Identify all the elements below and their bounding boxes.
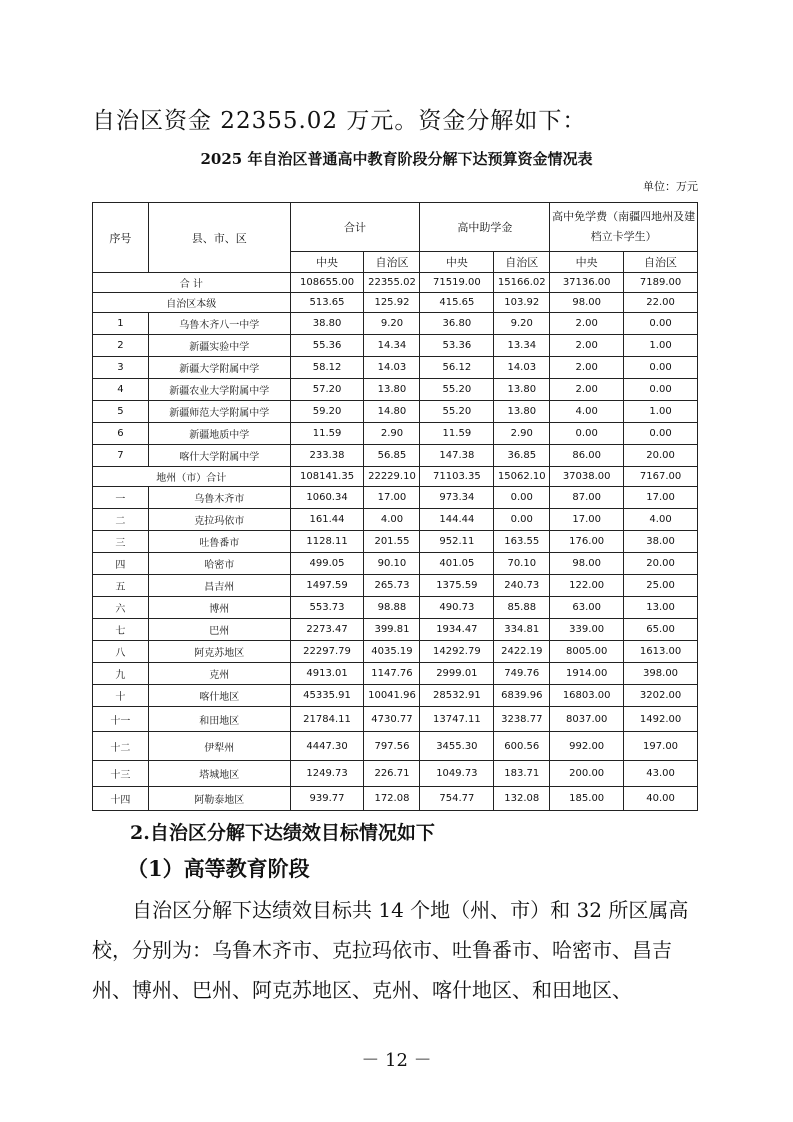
- cell-grant-auto: 9.20: [494, 313, 550, 335]
- cell-free-central: 86.00: [550, 445, 624, 467]
- table-row: [93, 379, 698, 401]
- header-total: 合计: [290, 203, 420, 252]
- table-row: [93, 467, 698, 487]
- cell-grant-auto: 240.73: [494, 575, 550, 597]
- row-name: 新疆师范大学附属中学: [148, 401, 290, 423]
- cell-grant-central: 415.65: [420, 293, 494, 313]
- cell-grant-auto: 6839.96: [494, 685, 550, 707]
- cell-free-auto: 3202.00: [624, 685, 698, 707]
- cell-grant-central: 754.77: [420, 787, 494, 811]
- table-row: [93, 553, 698, 575]
- row-name: 阿勒泰地区: [148, 787, 290, 811]
- header-row-main: [93, 203, 698, 252]
- row-seq: 1: [93, 313, 149, 335]
- cell-total-central: 1249.73: [290, 761, 364, 787]
- cell-grant-central: 1049.73: [420, 761, 494, 787]
- cell-free-central: 37136.00: [550, 273, 624, 293]
- cell-total-central: 4913.01: [290, 663, 364, 685]
- cell-free-central: 17.00: [550, 509, 624, 531]
- table-row: [93, 732, 698, 761]
- row-name: 巴州: [148, 619, 290, 641]
- table-row: [93, 575, 698, 597]
- cell-total-auto: 226.71: [364, 761, 420, 787]
- cell-total-auto: 14.34: [364, 335, 420, 357]
- cell-total-auto: 14.03: [364, 357, 420, 379]
- cell-free-auto: 17.00: [624, 487, 698, 509]
- cell-total-central: 108141.35: [290, 467, 364, 487]
- cell-total-central: 55.36: [290, 335, 364, 357]
- row-name: 塔城地区: [148, 761, 290, 787]
- cell-total-auto: 2.90: [364, 423, 420, 445]
- cell-grant-central: 14292.79: [420, 641, 494, 663]
- row-name: 克州: [148, 663, 290, 685]
- table-row: [93, 641, 698, 663]
- cell-total-central: 233.38: [290, 445, 364, 467]
- cell-total-auto: 13.80: [364, 379, 420, 401]
- cell-total-central: 2273.47: [290, 619, 364, 641]
- row-seq: 十: [93, 685, 149, 707]
- cell-free-central: 339.00: [550, 619, 624, 641]
- cell-free-central: 16803.00: [550, 685, 624, 707]
- cell-total-auto: 4035.19: [364, 641, 420, 663]
- row-label: 地州（市）合计: [93, 467, 291, 487]
- row-label: 自治区本级: [93, 293, 291, 313]
- cell-free-auto: 197.00: [624, 732, 698, 761]
- cell-free-auto: 40.00: [624, 787, 698, 811]
- section-heading: 2.自治区分解下达绩效目标情况如下: [130, 822, 435, 844]
- cell-free-central: 4.00: [550, 401, 624, 423]
- cell-grant-auto: 13.34: [494, 335, 550, 357]
- cell-free-auto: 0.00: [624, 423, 698, 445]
- row-seq: 三: [93, 531, 149, 553]
- cell-total-central: 1060.34: [290, 487, 364, 509]
- cell-free-central: 200.00: [550, 761, 624, 787]
- cell-grant-central: 147.38: [420, 445, 494, 467]
- cell-free-central: 37038.00: [550, 467, 624, 487]
- table-row: [93, 423, 698, 445]
- cell-grant-central: 55.20: [420, 401, 494, 423]
- cell-grant-central: 2999.01: [420, 663, 494, 685]
- cell-grant-auto: 163.55: [494, 531, 550, 553]
- cell-free-central: 8037.00: [550, 707, 624, 732]
- cell-grant-auto: 36.85: [494, 445, 550, 467]
- table-row: [93, 335, 698, 357]
- subsection-heading: （1）高等教育阶段: [127, 856, 310, 881]
- cell-total-auto: 265.73: [364, 575, 420, 597]
- row-seq: 九: [93, 663, 149, 685]
- cell-free-auto: 43.00: [624, 761, 698, 787]
- header-total-autonomous: 自治区: [364, 252, 420, 273]
- cell-free-auto: 0.00: [624, 313, 698, 335]
- cell-total-auto: 172.08: [364, 787, 420, 811]
- cell-grant-central: 56.12: [420, 357, 494, 379]
- cell-grant-auto: 2.90: [494, 423, 550, 445]
- row-name: 吐鲁番市: [148, 531, 290, 553]
- cell-total-auto: 201.55: [364, 531, 420, 553]
- header-total-central: 中央: [290, 252, 364, 273]
- cell-free-auto: 1.00: [624, 401, 698, 423]
- cell-free-auto: 0.00: [624, 357, 698, 379]
- cell-grant-auto: 14.03: [494, 357, 550, 379]
- row-name: 伊犁州: [148, 732, 290, 761]
- header-grant: 高中助学金: [420, 203, 550, 252]
- cell-free-auto: 13.00: [624, 597, 698, 619]
- table-row: [93, 445, 698, 467]
- cell-grant-auto: 749.76: [494, 663, 550, 685]
- row-seq: 四: [93, 553, 149, 575]
- header-grant-autonomous: 自治区: [494, 252, 550, 273]
- cell-total-auto: 10041.96: [364, 685, 420, 707]
- cell-free-auto: 7167.00: [624, 467, 698, 487]
- row-name: 新疆大学附属中学: [148, 357, 290, 379]
- row-name: 克拉玛依市: [148, 509, 290, 531]
- row-name: 新疆地质中学: [148, 423, 290, 445]
- row-seq: 二: [93, 509, 149, 531]
- cell-free-central: 2.00: [550, 313, 624, 335]
- cell-grant-central: 144.44: [420, 509, 494, 531]
- row-name: 博州: [148, 597, 290, 619]
- cell-total-central: 58.12: [290, 357, 364, 379]
- cell-total-auto: 90.10: [364, 553, 420, 575]
- cell-free-auto: 22.00: [624, 293, 698, 313]
- cell-free-central: 185.00: [550, 787, 624, 811]
- cell-grant-auto: 103.92: [494, 293, 550, 313]
- row-seq: 七: [93, 619, 149, 641]
- table-row: [93, 313, 698, 335]
- cell-total-auto: 399.81: [364, 619, 420, 641]
- cell-free-auto: 1492.00: [624, 707, 698, 732]
- row-seq: 十二: [93, 732, 149, 761]
- cell-free-central: 176.00: [550, 531, 624, 553]
- row-seq: 六: [93, 597, 149, 619]
- cell-free-central: 1914.00: [550, 663, 624, 685]
- cell-total-auto: 56.85: [364, 445, 420, 467]
- table-body: [93, 273, 698, 811]
- header-free-tuition: 高中免学费（南疆四地州及建档立卡学生）: [550, 203, 698, 252]
- cell-grant-auto: 85.88: [494, 597, 550, 619]
- cell-total-auto: 125.92: [364, 293, 420, 313]
- cell-grant-central: 53.36: [420, 335, 494, 357]
- cell-total-central: 4447.30: [290, 732, 364, 761]
- row-seq: 十四: [93, 787, 149, 811]
- row-name: 乌鲁木齐八一中学: [148, 313, 290, 335]
- cell-free-central: 0.00: [550, 423, 624, 445]
- cell-grant-auto: 183.71: [494, 761, 550, 787]
- cell-free-auto: 7189.00: [624, 273, 698, 293]
- cell-free-central: 98.00: [550, 553, 624, 575]
- row-seq: 2: [93, 335, 149, 357]
- cell-free-central: 2.00: [550, 357, 624, 379]
- cell-total-auto: 17.00: [364, 487, 420, 509]
- cell-free-auto: 20.00: [624, 553, 698, 575]
- cell-grant-central: 28532.91: [420, 685, 494, 707]
- row-seq: 7: [93, 445, 149, 467]
- table-row: [93, 401, 698, 423]
- row-seq: 十三: [93, 761, 149, 787]
- table-row: [93, 787, 698, 811]
- cell-grant-central: 36.80: [420, 313, 494, 335]
- cell-grant-auto: 70.10: [494, 553, 550, 575]
- cell-free-central: 2.00: [550, 335, 624, 357]
- table-row: [93, 357, 698, 379]
- row-name: 新疆实验中学: [148, 335, 290, 357]
- cell-total-central: 513.65: [290, 293, 364, 313]
- cell-total-central: 161.44: [290, 509, 364, 531]
- row-name: 昌吉州: [148, 575, 290, 597]
- cell-free-central: 98.00: [550, 293, 624, 313]
- cell-grant-auto: 13.80: [494, 379, 550, 401]
- unit-label: 单位：万元: [643, 180, 698, 193]
- cell-grant-central: 1375.59: [420, 575, 494, 597]
- page-number: － 12 －: [361, 1050, 432, 1071]
- table-row: [93, 761, 698, 787]
- cell-grant-auto: 0.00: [494, 509, 550, 531]
- cell-free-central: 87.00: [550, 487, 624, 509]
- cell-total-auto: 1147.76: [364, 663, 420, 685]
- table-row: [93, 273, 698, 293]
- row-name: 喀什地区: [148, 685, 290, 707]
- cell-grant-auto: 3238.77: [494, 707, 550, 732]
- cell-grant-central: 952.11: [420, 531, 494, 553]
- cell-grant-auto: 15166.02: [494, 273, 550, 293]
- row-seq: 3: [93, 357, 149, 379]
- cell-total-auto: 9.20: [364, 313, 420, 335]
- cell-grant-central: 55.20: [420, 379, 494, 401]
- cell-total-central: 553.73: [290, 597, 364, 619]
- cell-grant-auto: 0.00: [494, 487, 550, 509]
- cell-grant-central: 3455.30: [420, 732, 494, 761]
- cell-free-central: 122.00: [550, 575, 624, 597]
- row-seq: 八: [93, 641, 149, 663]
- cell-total-auto: 4730.77: [364, 707, 420, 732]
- cell-total-auto: 797.56: [364, 732, 420, 761]
- cell-total-central: 45335.91: [290, 685, 364, 707]
- cell-grant-auto: 334.81: [494, 619, 550, 641]
- row-name: 喀什大学附属中学: [148, 445, 290, 467]
- cell-free-auto: 0.00: [624, 379, 698, 401]
- cell-total-central: 1497.59: [290, 575, 364, 597]
- cell-total-auto: 4.00: [364, 509, 420, 531]
- header-region: 县、市、区: [148, 203, 290, 273]
- cell-total-auto: 14.80: [364, 401, 420, 423]
- cell-grant-central: 490.73: [420, 597, 494, 619]
- cell-total-central: 38.80: [290, 313, 364, 335]
- table-row: [93, 707, 698, 732]
- cell-free-auto: 25.00: [624, 575, 698, 597]
- header-free-autonomous: 自治区: [624, 252, 698, 273]
- row-label: 合 计: [93, 273, 291, 293]
- body-paragraph: 自治区分解下达绩效目标共 14 个地（州、市）和 32 所区属高校，分别为：乌鲁木齐市、克拉玛依市、吐鲁番市、哈密市、昌吉州、博州、巴州、阿克苏地区、克州、喀什地区、和田地区、: [92, 898, 689, 1002]
- row-name: 阿克苏地区: [148, 641, 290, 663]
- cell-total-central: 1128.11: [290, 531, 364, 553]
- row-seq: 十一: [93, 707, 149, 732]
- cell-grant-auto: 13.80: [494, 401, 550, 423]
- row-seq: 五: [93, 575, 149, 597]
- cell-grant-auto: 132.08: [494, 787, 550, 811]
- cell-grant-central: 401.05: [420, 553, 494, 575]
- row-seq: 一: [93, 487, 149, 509]
- table-row: [93, 597, 698, 619]
- cell-free-auto: 65.00: [624, 619, 698, 641]
- cell-grant-central: 71103.35: [420, 467, 494, 487]
- header-free-central: 中央: [550, 252, 624, 273]
- cell-total-central: 499.05: [290, 553, 364, 575]
- cell-total-central: 59.20: [290, 401, 364, 423]
- cell-total-auto: 22355.02: [364, 273, 420, 293]
- cell-grant-auto: 2422.19: [494, 641, 550, 663]
- cell-grant-auto: 15062.10: [494, 467, 550, 487]
- cell-total-auto: 98.88: [364, 597, 420, 619]
- row-name: 哈密市: [148, 553, 290, 575]
- intro-text: 自治区资金 22355.02 万元。资金分解如下：: [92, 108, 587, 134]
- cell-total-central: 11.59: [290, 423, 364, 445]
- cell-grant-central: 1934.47: [420, 619, 494, 641]
- cell-free-auto: 1613.00: [624, 641, 698, 663]
- cell-free-auto: 398.00: [624, 663, 698, 685]
- cell-total-central: 22297.79: [290, 641, 364, 663]
- header-grant-central: 中央: [420, 252, 494, 273]
- row-name: 和田地区: [148, 707, 290, 732]
- table-row: [93, 293, 698, 313]
- table-row: [93, 487, 698, 509]
- cell-free-central: 2.00: [550, 379, 624, 401]
- budget-table: [92, 202, 698, 811]
- cell-total-central: 108655.00: [290, 273, 364, 293]
- cell-free-central: 8005.00: [550, 641, 624, 663]
- cell-grant-central: 13747.11: [420, 707, 494, 732]
- cell-free-central: 63.00: [550, 597, 624, 619]
- cell-total-auto: 22229.10: [364, 467, 420, 487]
- cell-grant-central: 973.34: [420, 487, 494, 509]
- table-row: [93, 619, 698, 641]
- cell-free-auto: 38.00: [624, 531, 698, 553]
- cell-grant-central: 71519.00: [420, 273, 494, 293]
- table-row: [93, 531, 698, 553]
- cell-free-auto: 1.00: [624, 335, 698, 357]
- row-seq: 5: [93, 401, 149, 423]
- cell-free-central: 992.00: [550, 732, 624, 761]
- table-row: [93, 685, 698, 707]
- cell-free-auto: 20.00: [624, 445, 698, 467]
- cell-free-auto: 4.00: [624, 509, 698, 531]
- table-row: [93, 663, 698, 685]
- row-seq: 6: [93, 423, 149, 445]
- cell-grant-central: 11.59: [420, 423, 494, 445]
- row-name: 乌鲁木齐市: [148, 487, 290, 509]
- header-seq: 序号: [93, 203, 149, 273]
- row-name: 新疆农业大学附属中学: [148, 379, 290, 401]
- table-row: [93, 509, 698, 531]
- table-title: 2025 年自治区普通高中教育阶段分解下达预算资金情况表: [200, 150, 593, 168]
- row-seq: 4: [93, 379, 149, 401]
- cell-total-central: 939.77: [290, 787, 364, 811]
- cell-total-central: 21784.11: [290, 707, 364, 732]
- cell-grant-auto: 600.56: [494, 732, 550, 761]
- cell-total-central: 57.20: [290, 379, 364, 401]
